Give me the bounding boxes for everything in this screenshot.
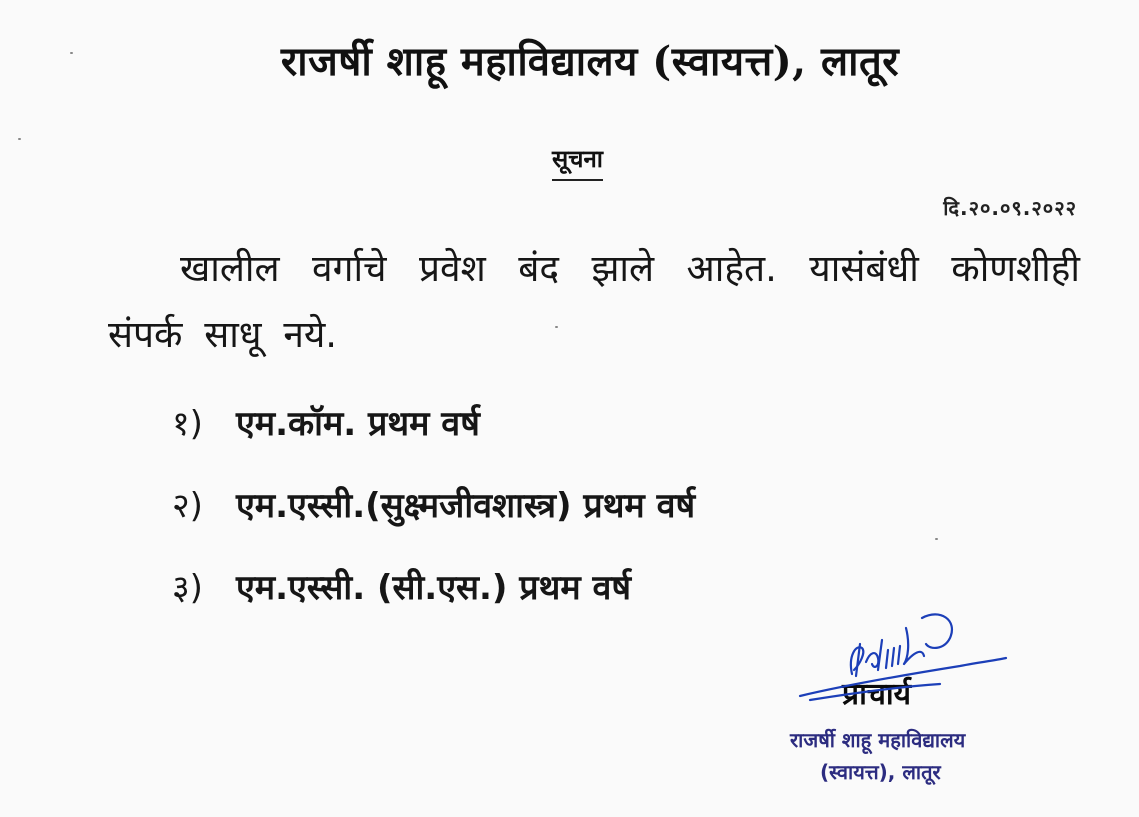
signatory-institution-line2: (स्वायत्त), लातूर — [820, 760, 941, 784]
list-item-text: एम.एस्सी.(सुक्ष्मजीवशास्त्र) प्रथम वर्ष — [236, 486, 696, 526]
notice-paragraph: खालील वर्गाचे प्रवेश बंद झाले आहेत. यासंबंधी कोणशीही संपर्क साधू नये. — [108, 247, 1080, 356]
list-item-text: एम.एस्सी. (सी.एस.) प्रथम वर्ष — [236, 568, 632, 608]
list-item-number: ३) — [172, 568, 203, 608]
signatory-designation: प्राचार्य — [842, 677, 912, 712]
list-item — [172, 396, 695, 478]
list-item-text: एम.कॉम. प्रथम वर्ष — [236, 404, 480, 444]
list-item-number: २) — [172, 486, 203, 526]
scan-speck — [555, 326, 558, 328]
list-item — [172, 560, 695, 642]
list-item — [172, 478, 695, 560]
list-item-number: १) — [172, 404, 203, 444]
signatory-institution-line1: राजर्षी शाहू महाविद्यालय — [790, 728, 966, 752]
notice-date: दि.२०.०९.२०२२ — [943, 196, 1077, 220]
scan-speck — [70, 52, 73, 54]
college-title: राजर्षी शाहू महाविद्यालय (स्वायत्त), लातूर — [280, 38, 900, 85]
notice-heading: सूचना — [552, 142, 603, 181]
scan-speck — [935, 538, 938, 540]
course-list — [172, 396, 695, 642]
scan-speck — [18, 138, 21, 140]
